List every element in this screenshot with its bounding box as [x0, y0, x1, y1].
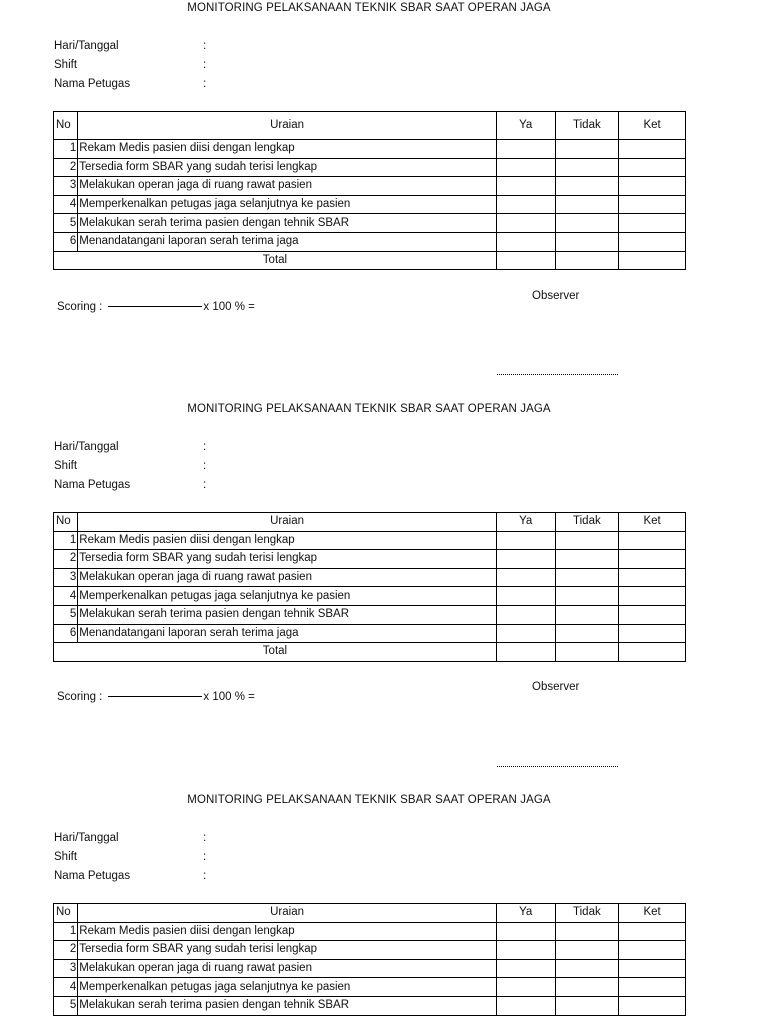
- field-shift: [54, 57, 207, 73]
- row-uraian: Tersedia form SBAR yang sudah terisi lengkap: [78, 941, 497, 960]
- header-ket: Ket: [619, 904, 686, 923]
- cell-tidak[interactable]: [555, 959, 619, 978]
- table-row: [54, 177, 686, 196]
- header-uraian: Uraian: [78, 904, 497, 923]
- table-row: [54, 232, 686, 251]
- row-number: 1: [54, 531, 78, 550]
- cell-ya[interactable]: [496, 941, 555, 960]
- cell-tidak[interactable]: [555, 177, 619, 196]
- cell-ket[interactable]: [619, 624, 686, 643]
- checklist-table: [53, 903, 686, 1016]
- header-no: No: [54, 904, 78, 923]
- table-header-row: [54, 904, 686, 923]
- cell-ya[interactable]: [496, 624, 555, 643]
- cell-ya[interactable]: [496, 195, 555, 214]
- row-uraian: Melakukan serah terima pasien dengan tehnik SBAR: [78, 214, 497, 233]
- scoring-label: Scoring :: [57, 691, 103, 703]
- row-number: 6: [54, 232, 78, 251]
- table-row: [54, 531, 686, 550]
- total-label: Total: [54, 251, 497, 270]
- scoring-multiplier: x 100 % =: [203, 301, 255, 313]
- field-label: Nama Petugas: [54, 78, 131, 90]
- row-uraian: Melakukan operan jaga di ruang rawat pasien: [78, 959, 497, 978]
- field-hari-tanggal: [54, 830, 207, 846]
- field-label: Hari/Tanggal: [54, 40, 119, 52]
- row-uraian: Menandatangani laporan serah terima jaga: [78, 232, 497, 251]
- table-row: [54, 978, 686, 997]
- header-uraian: Uraian: [78, 112, 497, 140]
- row-uraian: Rekam Medis pasien diisi dengan lengkap: [78, 140, 497, 159]
- cell-ya[interactable]: [496, 978, 555, 997]
- cell-total-ket[interactable]: [619, 643, 686, 662]
- fraction-line: [108, 696, 202, 697]
- cell-ket[interactable]: [619, 140, 686, 159]
- table-row: [54, 158, 686, 177]
- cell-ya[interactable]: [496, 158, 555, 177]
- field-colon: :: [203, 460, 207, 472]
- cell-tidak[interactable]: [555, 531, 619, 550]
- row-uraian: Tersedia form SBAR yang sudah terisi lengkap: [78, 158, 497, 177]
- row-uraian: Rekam Medis pasien diisi dengan lengkap: [78, 531, 497, 550]
- row-number: 5: [54, 996, 78, 1015]
- cell-ket[interactable]: [619, 232, 686, 251]
- field-nama-petugas: [54, 477, 207, 493]
- row-uraian: Memperkenalkan petugas jaga selanjutnya ke pasien: [78, 195, 497, 214]
- cell-tidak[interactable]: [555, 587, 619, 606]
- row-number: 3: [54, 959, 78, 978]
- field-colon: :: [203, 870, 207, 882]
- observer-label: Observer: [532, 290, 580, 302]
- cell-ket[interactable]: [619, 587, 686, 606]
- scoring-formula: [57, 299, 255, 315]
- row-uraian: Melakukan serah terima pasien dengan tehnik SBAR: [78, 605, 497, 624]
- cell-tidak[interactable]: [555, 978, 619, 997]
- cell-ket[interactable]: [619, 531, 686, 550]
- table-row: [54, 941, 686, 960]
- form-title: MONITORING PELAKSANAAN TEKNIK SBAR SAAT OPERAN JAGA: [187, 2, 551, 14]
- scoring-formula: [57, 689, 255, 705]
- field-label: Shift: [54, 851, 78, 863]
- fraction-line: [108, 306, 202, 307]
- header-tidak: Tidak: [555, 904, 619, 923]
- cell-tidak[interactable]: [555, 605, 619, 624]
- checklist-table: [53, 512, 686, 662]
- row-number: 1: [54, 140, 78, 159]
- cell-total-tidak[interactable]: [555, 643, 619, 662]
- field-colon: :: [203, 78, 207, 90]
- row-uraian: Tersedia form SBAR yang sudah terisi lengkap: [78, 550, 497, 569]
- table-row: [54, 214, 686, 233]
- cell-ket[interactable]: [619, 550, 686, 569]
- total-row: [54, 643, 686, 662]
- table-row: [54, 605, 686, 624]
- field-nama-petugas: [54, 868, 207, 884]
- row-number: 1: [54, 922, 78, 941]
- scoring-label: Scoring :: [57, 301, 103, 313]
- cell-ya[interactable]: [496, 550, 555, 569]
- field-colon: :: [203, 479, 207, 491]
- cell-tidak[interactable]: [555, 922, 619, 941]
- header-no: No: [54, 513, 78, 532]
- row-uraian: Memperkenalkan petugas jaga selanjutnya ke pasien: [78, 587, 497, 606]
- cell-ya[interactable]: [496, 140, 555, 159]
- field-hari-tanggal: [54, 38, 207, 54]
- table-row: [54, 922, 686, 941]
- field-label: Nama Petugas: [54, 479, 131, 491]
- field-label: Nama Petugas: [54, 870, 131, 882]
- row-uraian: Melakukan operan jaga di ruang rawat pasien: [78, 568, 497, 587]
- table-row: [54, 550, 686, 569]
- cell-tidak[interactable]: [555, 568, 619, 587]
- row-number: 2: [54, 941, 78, 960]
- field-colon: :: [203, 441, 207, 453]
- header-ya: Ya: [496, 513, 555, 532]
- row-uraian: Menandatangani laporan serah terima jaga: [78, 624, 497, 643]
- table-row: [54, 568, 686, 587]
- cell-ket[interactable]: [619, 959, 686, 978]
- row-uraian: Rekam Medis pasien diisi dengan lengkap: [78, 922, 497, 941]
- cell-ket[interactable]: [619, 568, 686, 587]
- row-number: 3: [54, 568, 78, 587]
- field-colon: :: [203, 851, 207, 863]
- signature-line[interactable]: [497, 766, 618, 767]
- field-colon: :: [203, 59, 207, 71]
- cell-ya[interactable]: [496, 959, 555, 978]
- cell-tidak[interactable]: [555, 941, 619, 960]
- row-number: 4: [54, 978, 78, 997]
- cell-total-ket[interactable]: [619, 251, 686, 270]
- row-number: 5: [54, 214, 78, 233]
- table-row: [54, 996, 686, 1015]
- row-number: 4: [54, 195, 78, 214]
- total-row: [54, 251, 686, 270]
- header-ket: Ket: [619, 513, 686, 532]
- header-ket: Ket: [619, 112, 686, 140]
- cell-total-ya[interactable]: [496, 251, 555, 270]
- table-row: [54, 195, 686, 214]
- field-hari-tanggal: [54, 439, 207, 455]
- field-colon: :: [203, 40, 207, 52]
- cell-tidak[interactable]: [555, 550, 619, 569]
- header-no: No: [54, 112, 78, 140]
- table-header-row: [54, 112, 686, 140]
- table-row: [54, 587, 686, 606]
- cell-ya[interactable]: [496, 177, 555, 196]
- signature-line[interactable]: [497, 374, 618, 375]
- form-title: MONITORING PELAKSANAAN TEKNIK SBAR SAAT OPERAN JAGA: [187, 794, 551, 806]
- header-uraian: Uraian: [78, 513, 497, 532]
- scoring-multiplier: x 100 % =: [203, 691, 255, 703]
- row-number: 4: [54, 587, 78, 606]
- header-ya: Ya: [496, 904, 555, 923]
- header-tidak: Tidak: [555, 112, 619, 140]
- field-label: Hari/Tanggal: [54, 832, 119, 844]
- cell-ya[interactable]: [496, 922, 555, 941]
- total-label: Total: [54, 643, 497, 662]
- observer-label: Observer: [532, 681, 580, 693]
- row-number: 2: [54, 550, 78, 569]
- cell-ket[interactable]: [619, 922, 686, 941]
- form-title: MONITORING PELAKSANAAN TEKNIK SBAR SAAT OPERAN JAGA: [187, 403, 551, 415]
- cell-ya[interactable]: [496, 605, 555, 624]
- field-shift: [54, 458, 207, 474]
- table-row: [54, 140, 686, 159]
- cell-tidak[interactable]: [555, 195, 619, 214]
- table-row: [54, 624, 686, 643]
- cell-tidak[interactable]: [555, 996, 619, 1015]
- row-uraian: Melakukan serah terima pasien dengan tehnik SBAR: [78, 996, 497, 1015]
- cell-ket[interactable]: [619, 177, 686, 196]
- cell-tidak[interactable]: [555, 158, 619, 177]
- cell-ya[interactable]: [496, 214, 555, 233]
- cell-ya[interactable]: [496, 996, 555, 1015]
- row-uraian: Melakukan operan jaga di ruang rawat pasien: [78, 177, 497, 196]
- cell-tidak[interactable]: [555, 140, 619, 159]
- cell-ya[interactable]: [496, 587, 555, 606]
- field-label: Hari/Tanggal: [54, 441, 119, 453]
- row-number: 3: [54, 177, 78, 196]
- cell-ket[interactable]: [619, 941, 686, 960]
- field-shift: [54, 849, 207, 865]
- cell-ket[interactable]: [619, 978, 686, 997]
- field-label: Shift: [54, 460, 78, 472]
- cell-ket[interactable]: [619, 214, 686, 233]
- cell-tidak[interactable]: [555, 624, 619, 643]
- cell-total-ya[interactable]: [496, 643, 555, 662]
- row-number: 2: [54, 158, 78, 177]
- checklist-table: [53, 111, 686, 270]
- row-uraian: Memperkenalkan petugas jaga selanjutnya ke pasien: [78, 978, 497, 997]
- field-label: Shift: [54, 59, 78, 71]
- cell-ket[interactable]: [619, 195, 686, 214]
- field-colon: :: [203, 832, 207, 844]
- cell-ya[interactable]: [496, 232, 555, 251]
- cell-total-tidak[interactable]: [555, 251, 619, 270]
- cell-ket[interactable]: [619, 158, 686, 177]
- cell-tidak[interactable]: [555, 214, 619, 233]
- cell-ya[interactable]: [496, 568, 555, 587]
- cell-ya[interactable]: [496, 531, 555, 550]
- row-number: 6: [54, 624, 78, 643]
- field-nama-petugas: [54, 76, 207, 92]
- header-tidak: Tidak: [555, 513, 619, 532]
- table-row: [54, 959, 686, 978]
- header-ya: Ya: [496, 112, 555, 140]
- table-header-row: [54, 513, 686, 532]
- cell-tidak[interactable]: [555, 232, 619, 251]
- cell-ket[interactable]: [619, 605, 686, 624]
- cell-ket[interactable]: [619, 996, 686, 1015]
- row-number: 5: [54, 605, 78, 624]
